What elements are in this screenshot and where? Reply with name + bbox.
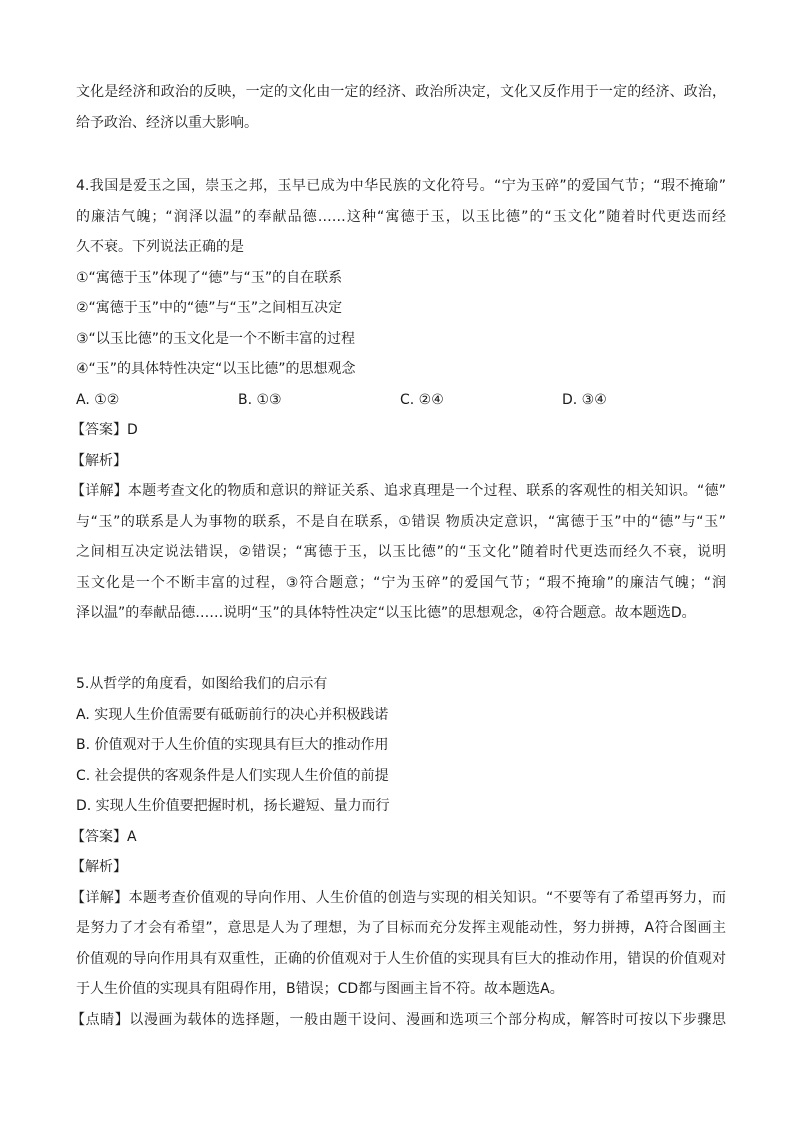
detail-line: 与“玉”的联系是人为事物的联系，不是自在联系，①错误 物质决定意识，“寓德于玉”中的“德”与“玉” — [76, 513, 726, 530]
analysis-label: 【解析】 — [71, 452, 127, 469]
statement-3: ③“以玉比德”的玉文化是一个不断丰富的过程 — [76, 330, 356, 347]
detail-line: 之间相互决定说法错误，②错误；“寓德于玉，以玉比德”的“玉文化”随着时代更迭而经久不衰，说明 — [76, 544, 726, 560]
question-stem-line: 久不衰。下列说法正确的是 — [76, 239, 244, 255]
option-b: B. ①③ — [238, 391, 282, 408]
tip-line: 【点睛】以漫画为载体的选择题，一般由题干设问、漫画和选项三个部分构成，解答时可按以下步骤思 — [71, 1011, 726, 1028]
detail-line: 是努力了才会有希望”，意思是人为了理想，为了目标而充分发挥主观能动性，努力拼搏，A符合图画主 — [76, 920, 726, 936]
option-d: D. 实现人生价值要把握时机，扬长避短、量力而行 — [76, 798, 390, 814]
answer-options — [76, 385, 726, 416]
analysis-label: 【解析】 — [71, 859, 127, 875]
statement-2: ②“寓德于玉”中的“德”与“玉”之间相互决定 — [76, 300, 343, 316]
statement-4: ④“玉”的具体特性决定“以玉比德”的思想观念 — [76, 361, 356, 377]
detail-line: 于人生价值的实现具有阻碍作用，B错误；CD都与图画主旨不符。故本题选A。 — [76, 981, 564, 997]
option-d: D. ③④ — [562, 391, 607, 408]
detail-line: 玉文化是一个不断丰富的过程，③符合题意；“宁为玉碎”的爱国气节；“瑕不掩瑜”的廉洁气魄；“润 — [76, 574, 726, 591]
answer-label: 【答案】A — [71, 828, 137, 845]
question-stem-line: 4.我国是爱玉之国，崇玉之邦，玉早已成为中华民族的文化符号。“宁为玉碎”的爱国气节；“瑕不掩瑜” — [76, 178, 726, 194]
statement-1: ①“寓德于玉”体现了“德”与“玉”的自在联系 — [76, 269, 343, 286]
detail-line: 【详解】本题考查价值观的导向作用、人生价值的创造与实现的相关知识。“不要等有了希望再努力，而 — [71, 889, 726, 906]
paragraph-line: 给予政治、经济以重大影响。 — [76, 114, 258, 131]
question-4 — [71, 171, 726, 629]
option-a: A. ①② — [76, 391, 120, 408]
detail-line: 泽以温”的奉献品德……说明“玉”的具体特性决定“以玉比德”的思想观念，④符合题意。故本题选D。 — [76, 605, 696, 621]
paragraph-line: 文化是经济和政治的反映，一定的文化由一定的经济、政治所决定，文化又反作用于一定的经济、政治， — [76, 84, 726, 100]
top-paragraph — [76, 77, 726, 138]
detail-line: 【详解】本题考查文化的物质和意识的辩证关系、追求真理是一个过程、联系的客观性的相关知识。“德” — [71, 483, 726, 499]
detail-line: 价值观的导向作用具有双重性，正确的价值观对于人生价值的实现具有巨大的推动作用，错误的价值观对 — [76, 950, 726, 967]
option-c: C. ②④ — [400, 391, 444, 408]
answer-label: 【答案】D — [71, 422, 138, 438]
question-stem-line: 5.从哲学的角度看，如图给我们的启示有 — [76, 676, 328, 692]
option-b: B. 价值观对于人生价值的实现具有巨大的推动作用 — [76, 737, 389, 753]
option-a: A. 实现人生价值需要有砥砺前行的决心并积极践诺 — [76, 706, 389, 723]
question-5 — [71, 669, 726, 1035]
question-stem-line: 的廉洁气魄；“润泽以温”的奉献品德……这种“寓德于玉，以玉比德”的“玉文化”随着时代更迭而经 — [76, 208, 726, 225]
option-c: C. 社会提供的客观条件是人们实现人生价值的前提 — [76, 767, 389, 784]
